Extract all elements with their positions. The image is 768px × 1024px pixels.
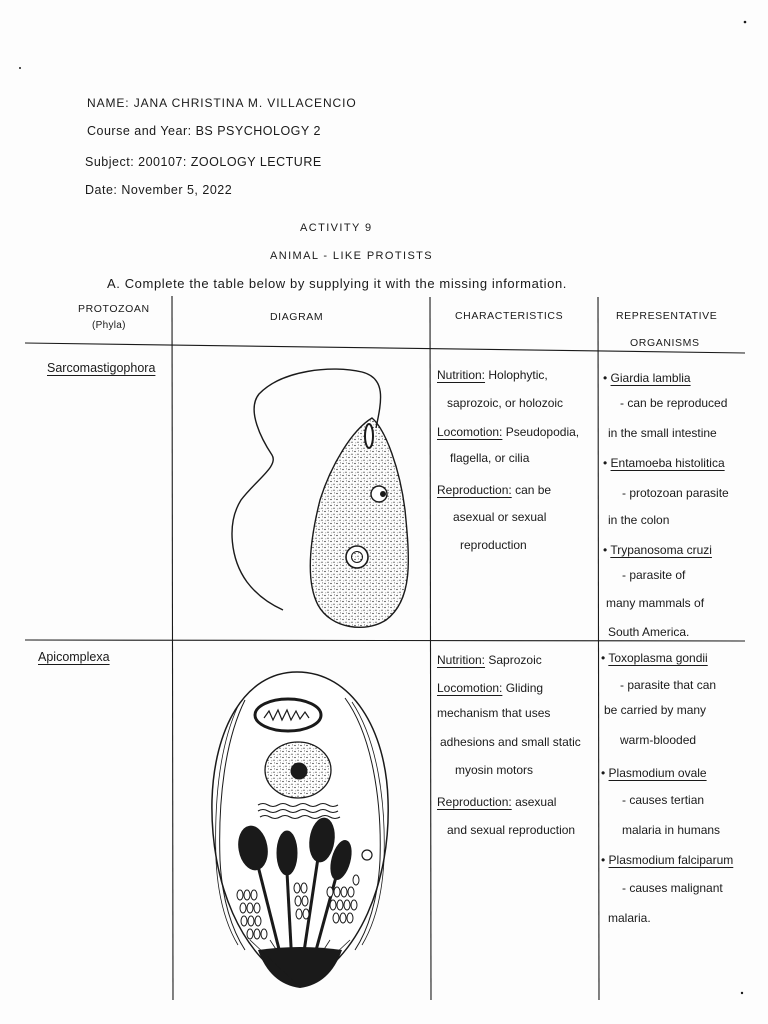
organism-text: be carried by many: [604, 703, 707, 717]
bullet: •: [603, 543, 608, 557]
date: Date: November 5, 2022: [85, 183, 233, 197]
organism-text: in the small intestine: [608, 426, 717, 440]
characteristic-text: Pseudopodia,: [505, 425, 580, 439]
characteristic-text: asexual: [515, 795, 557, 809]
characteristic-line: [437, 680, 543, 696]
organism-name: Giardia lamblia: [610, 371, 691, 385]
characteristic-line: [437, 482, 551, 498]
header-phyla: (Phyla): [92, 320, 126, 331]
characteristic-text: saprozoic, or holozoic: [447, 396, 564, 410]
characteristic-text: can be: [515, 483, 552, 497]
scan-mark: [744, 21, 747, 24]
characteristic-text: mechanism that uses: [437, 706, 551, 720]
characteristic-text: Saprozoic: [488, 653, 542, 667]
organism-text: - protozoan parasite: [622, 486, 729, 500]
row-divider: [25, 640, 745, 641]
instruction: A. Complete the table below by supplying it with the missing information.: [107, 276, 568, 291]
characteristic-text: reproduction: [460, 538, 527, 552]
characteristic-text: flagella, or cilia: [450, 451, 530, 465]
organism-name: Plasmodium ovale: [608, 766, 707, 780]
organism-line: [603, 542, 712, 558]
organism-line: [603, 455, 725, 471]
organism-text: in the colon: [608, 513, 670, 527]
characteristic-line: [437, 424, 579, 440]
activity-topic: ANIMAL - LIKE PROTISTS: [270, 250, 434, 262]
organism-text: - parasite that can: [620, 678, 717, 692]
characteristic-line: [437, 367, 548, 383]
organism-line: [603, 370, 691, 386]
nucleus: [265, 742, 331, 798]
organism-line: [601, 650, 708, 666]
sarcomastigophora-diagram: [232, 369, 408, 627]
organism-text: warm-blooded: [620, 733, 697, 747]
rhoptries: [235, 817, 354, 965]
column-divider: [430, 297, 431, 1000]
bullet: •: [601, 651, 606, 665]
kinetoplast: [365, 424, 373, 448]
undulating-membrane: [232, 369, 381, 610]
characteristic-label: Nutrition:: [437, 368, 486, 382]
bullet: •: [601, 766, 606, 780]
column-divider: [598, 297, 599, 1000]
characteristic-label: Locomotion:: [437, 681, 503, 695]
organism-text: - causes tertian: [622, 793, 705, 807]
organism-name: Entamoeba histolitica: [610, 456, 725, 470]
golgi: [258, 804, 340, 819]
organism-text: - can be reproduced: [620, 396, 728, 410]
inner-membrane-left: [220, 700, 245, 950]
cell-body: [310, 418, 408, 627]
organism-text: malaria.: [608, 911, 651, 925]
characteristic-line: [437, 794, 556, 810]
organism-text: many mammals of: [606, 596, 705, 610]
vacuole-dot: [380, 491, 386, 497]
characteristic-label: Nutrition:: [437, 653, 486, 667]
characteristic-line: [437, 652, 542, 668]
subject: Subject: 200107: ZOOLOGY LECTURE: [85, 155, 322, 169]
phylum-name: Sarcomastigophora: [47, 361, 156, 375]
inner-membrane-left: [216, 706, 238, 945]
characteristic-label: Reproduction:: [437, 483, 512, 497]
nucleus: [346, 546, 368, 568]
micronemes: [237, 875, 359, 939]
bullet: •: [603, 371, 608, 385]
header-organisms: ORGANISMS: [630, 337, 700, 349]
organism-name: Trypanosoma cruzi: [610, 543, 712, 557]
organism-name: Toxoplasma gondii: [608, 651, 708, 665]
inner-membrane-right: [345, 698, 380, 950]
characteristic-text: Holophytic,: [488, 368, 548, 382]
ring-organelle: [362, 850, 372, 860]
apical-complex: [258, 947, 342, 988]
column-divider: [172, 296, 173, 1000]
scan-mark: [741, 992, 743, 994]
characteristic-text: myosin motors: [455, 763, 534, 777]
characteristic-text: asexual or sexual: [453, 510, 547, 524]
student-name: NAME: JANA CHRISTINA M. VILLACENCIO: [87, 96, 357, 110]
activity-title: ACTIVITY 9: [300, 222, 373, 234]
header-characteristics: CHARACTERISTICS: [455, 310, 564, 322]
inner-membrane-right: [352, 702, 384, 945]
characteristic-text: adhesions and small static: [440, 735, 581, 749]
course-year: Course and Year: BS PSYCHOLOGY 2: [87, 124, 321, 138]
vacuole: [371, 486, 387, 502]
apicomplexa-diagram: [212, 672, 388, 988]
organism-text: - causes malignant: [622, 881, 723, 895]
organism-line: [601, 852, 733, 868]
scan-mark: [19, 67, 21, 69]
organism-text: - parasite of: [622, 568, 686, 582]
phylum-name: Apicomplexa: [38, 650, 110, 664]
organism-text: malaria in humans: [622, 823, 721, 837]
characteristic-text: and sexual reproduction: [447, 823, 576, 837]
nucleolus: [352, 552, 363, 563]
organism-text: South America.: [608, 625, 690, 639]
nucleolus: [291, 763, 307, 779]
header-protozoan: PROTOZOAN: [78, 303, 150, 315]
mitochondrion-cristae: [264, 710, 309, 720]
apical-lines: [250, 940, 350, 985]
characteristic-text: Gliding: [505, 681, 544, 695]
characteristic-label: Reproduction:: [437, 795, 512, 809]
organism-line: [601, 765, 707, 781]
header-diagram: DIAGRAM: [270, 311, 324, 323]
bullet: •: [601, 853, 606, 867]
cell-outline: [212, 672, 388, 986]
characteristic-label: Locomotion:: [437, 425, 503, 439]
bullet: •: [603, 456, 608, 470]
header-representative: REPRESENTATIVE: [616, 310, 718, 322]
mitochondrion: [255, 699, 321, 731]
organism-name: Plasmodium falciparum: [608, 853, 734, 867]
